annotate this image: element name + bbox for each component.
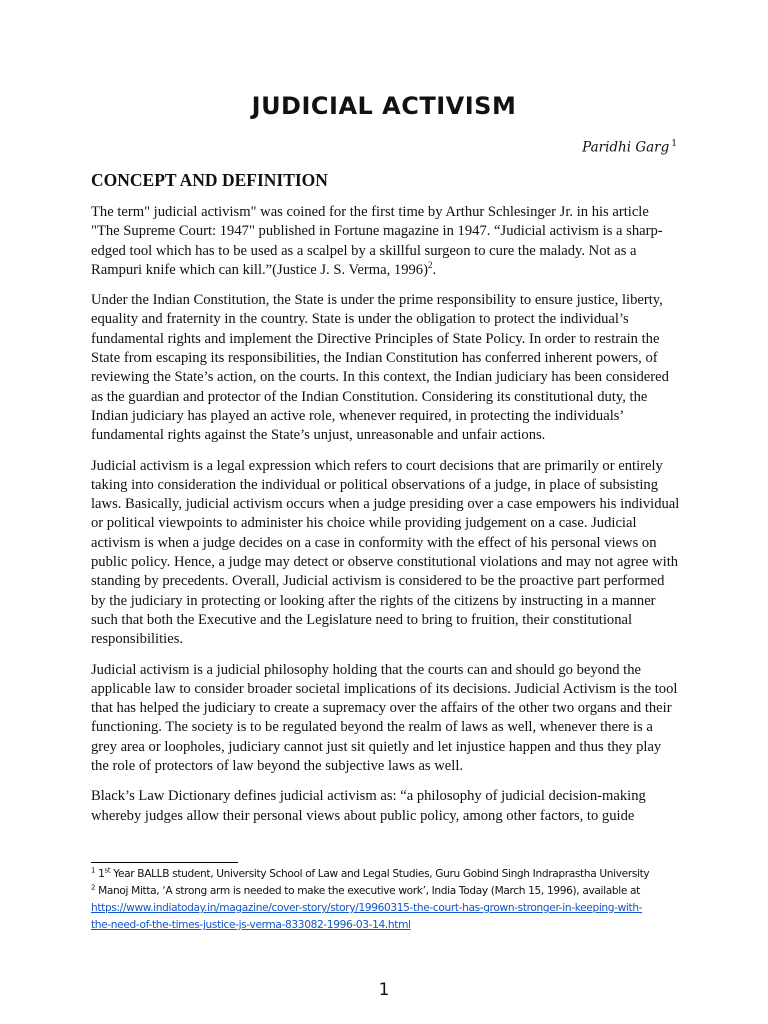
footnote-2-number: 2 (91, 883, 96, 892)
paragraph-5: Black’s Law Dictionary defines judicial activism as: “a philosophy of judicial decision-making whereby judges allow their personal views about public policy, among other factors, to guide (91, 788, 646, 824)
footnote-1-text: Year BALLB student, University School of Law and Legal Studies, Guru Gobind Singh Indraprastha University (110, 868, 650, 880)
footnote-2-link-line2[interactable]: the-need-of-the-times-justice-js-verma-833082-1996-03-14.html (91, 919, 411, 931)
paragraph-2: Under the Indian Constitution, the State is under the prime responsibility to ensure justice, liberty, equality and fraternity in the country. State is under the obligation to protect the individual’s fundamental rights and implement the Directive Principles of State Policy. In order to restrain the State from escaping its responsibilities, the Indian Constitution has conferred inherent powers, of reviewing the State’s action, on the courts. In this context, the Indian judiciary has been considered as the guardian and protector of the Indian Constitution. Considering its constitutional duty, the Indian judiciary has played an active role, whenever required, in protecting the individuals’ fundamental rights against the State’s unjust, unreasonable and unfair actions. (91, 292, 669, 444)
footnotes (91, 866, 691, 934)
footnote-1-year: 1st (98, 866, 111, 880)
footnote-1-ordinal: st (104, 866, 111, 875)
document-title: JUDICIAL ACTIVISM (251, 92, 517, 120)
paragraph-3: Judicial activism is a legal expression which refers to court decisions that are primarily or entirely taking into consideration the individual or political observations of a judge, in place of subsisting laws. Basically, judicial activism occurs when a judge presiding over a case empowers his individual or political viewpoints to administer his choice while providing judgement on a case. Judicial activism is when a judge decides on a case in conformity with the effect of his personal views on public policy. Hence, a judge may detect or observe constitutional violations and may not agree with standing by precedents. Overall, Judicial activism is considered to be the proactive part performed by the judiciary in protecting or looking after the rights of the citizens by instructing in a manner such that both the Executive and the Legislature need to bring to fruition, their constitutional responsibilities. (91, 457, 680, 648)
page-number: 1 (378, 980, 390, 1000)
footnote-2-link-line1[interactable]: https://www.indiatoday.in/magazine/cover-story/story/19960315-the-court-has-grown-stronger-in-keeping-with- (91, 902, 643, 914)
footnote-2 (91, 883, 691, 900)
footnote-2-text: Manoj Mitta, ‘A strong arm is needed to make the executive work’, India Today (March 15, 1996), available at (95, 885, 640, 897)
paragraph-4: Judicial activism is a judicial philosophy holding that the courts can and should go beyond the applicable law to consider broader societal implications of its decisions. Judicial Activism is the tool that has helped the judiciary to create a supremacy over the affairs of the other two organs and their functioning. The society is to be regulated beyond the realm of laws as well, whenever there is a grey area or loopholes, judiciary cannot just sit quietly and let injustice happen and thus they play the role of protectors of law beyond the subjective laws as well. (91, 661, 678, 775)
paragraph-1-text: The term" judicial activism" was coined for the first time by Arthur Schlesinger Jr. in his article "The Supreme Court: 1947" published in Fortune magazine in 1947. “Judicial activism is a sharp-edged tool which has to be used as a scalpel by a skillful surgeon to cure the malady. Not as a Rampuri knife which can kill.”(Justice J. S. Verma, 1996) (91, 204, 663, 278)
author-footnote-ref: 1 (671, 139, 677, 149)
author-name: Paridhi Garg (582, 139, 670, 156)
paragraph-1 (91, 203, 681, 280)
paragraph-1-end: . (432, 261, 437, 278)
body-text (91, 203, 681, 837)
footnote-ref-2: 2 (427, 260, 433, 271)
footnote-separator (91, 862, 238, 863)
footnote-1 (91, 866, 691, 883)
section-heading: CONCEPT AND DEFINITION (91, 170, 328, 190)
footnote-1-number: 1 (91, 866, 96, 875)
author-line (582, 139, 677, 156)
